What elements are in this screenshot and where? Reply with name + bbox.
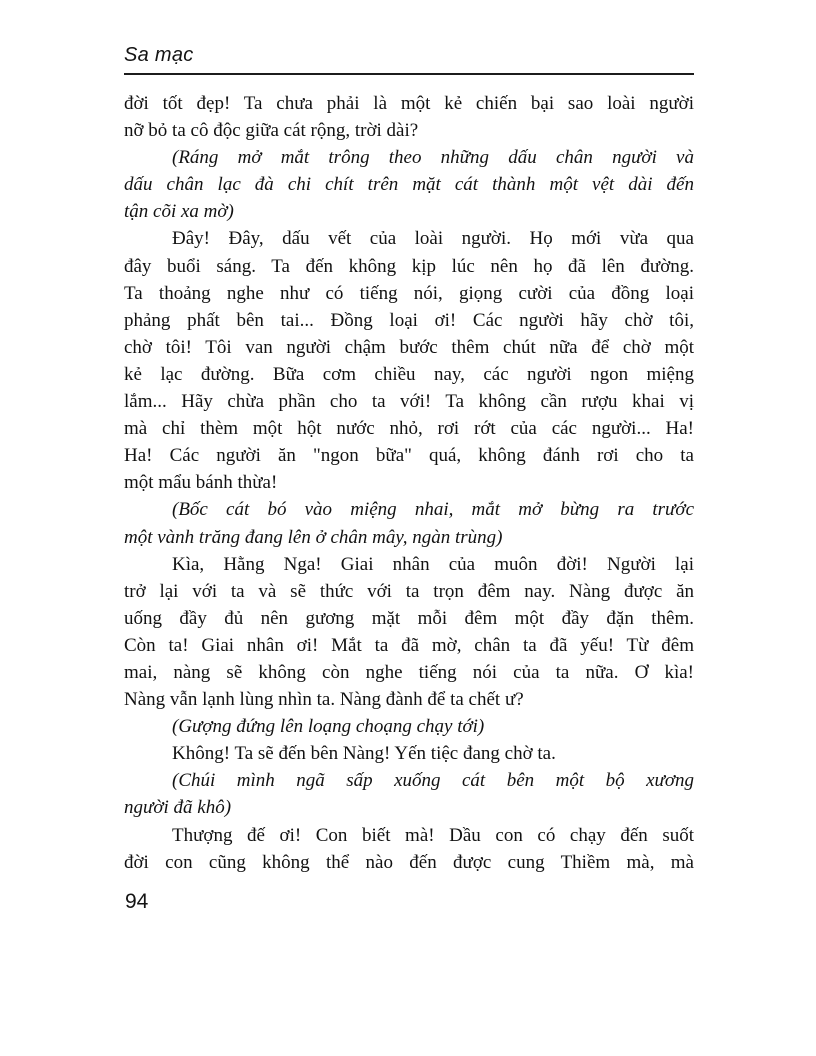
text-line: nỡ bỏ ta cô độc giữa cát rộng, trời dài? — [124, 120, 419, 142]
header-rule — [124, 73, 694, 75]
text-line: lắm... Hãy chừa phần cho ta với! Ta không cần rượu khai vị — [124, 391, 694, 413]
text-line: (Chúi mình ngã sấp xuống cát bên một bộ xương — [172, 770, 694, 792]
stage-direction-paragraph — [124, 767, 694, 821]
text-line: Nàng vẫn lạnh lùng nhìn ta. Nàng đành để ta chết ư? — [124, 689, 524, 711]
stage-direction-paragraph — [124, 713, 694, 740]
text-line: chờ tôi! Tôi van người chậm bước thêm chút nữa để chờ một — [124, 336, 694, 358]
body-text — [124, 90, 694, 876]
text-line: Không! Ta sẽ đến bên Nàng! Yến tiệc đang chờ ta. — [172, 743, 556, 765]
text-line: Còn ta! Giai nhân ơi! Mắt ta đã mờ, chân ta đã yếu! Từ đêm — [124, 634, 694, 656]
text-line: (Ráng mở mắt trông theo những dấu chân người và — [172, 147, 694, 169]
text-line: mà chỉ thèm một hột nước nhỏ, rơi rớt của các người... Ha! — [124, 418, 694, 440]
text-line: mai, nàng sẽ không còn nghe tiếng nói của ta nữa. Ơ kìa! — [124, 661, 694, 683]
running-title: Sa mạc — [124, 44, 194, 66]
page-header — [124, 44, 694, 78]
text-line: uống đầy đủ nên gương mặt mỗi đêm một đầy đặn thêm. — [124, 607, 694, 629]
stage-direction-paragraph — [124, 496, 694, 550]
text-line: đây buổi sáng. Ta đến không kịp lúc nên họ đã lên đường. — [124, 255, 694, 277]
text-line: phảng phất bên tai... Đồng loại ơi! Các người hãy chờ tôi, — [124, 309, 694, 331]
text-line: một vành trăng đang lên ở chân mây, ngàn trùng) — [124, 526, 503, 548]
text-line: người đã khô) — [124, 797, 232, 819]
text-line: trở lại với ta và sẽ thức với ta trọn đêm nay. Nàng được ăn — [124, 580, 694, 602]
text-line: Ha! Các người ăn "ngon bữa" quá, không đánh rơi cho ta — [124, 445, 694, 467]
text-line: Ta thoảng nghe như có tiếng nói, giọng cười của đồng loại — [124, 282, 694, 304]
text-line: một mẩu bánh thừa! — [124, 472, 278, 494]
paragraph — [124, 90, 694, 144]
paragraph — [124, 551, 694, 714]
text-line: (Bốc cát bó vào miệng nhai, mắt mở bừng ra trước — [172, 499, 694, 521]
paragraph — [124, 822, 694, 876]
text-line: kẻ lạc đường. Bữa cơm chiều nay, các người ngon miệng — [124, 363, 694, 385]
paragraph — [124, 225, 694, 496]
text-line: dấu chân lạc đà chi chít trên mặt cát thành một vệt dài đến — [124, 174, 694, 196]
text-line: (Gượng đứng lên loạng choạng chạy tới) — [172, 716, 485, 738]
page-number: 94 — [125, 890, 149, 913]
text-line: tận cõi xa mờ) — [124, 201, 234, 223]
text-line: đời con cũng không thể nào đến được cung Thiềm mà, mà — [124, 851, 694, 873]
text-line: Kìa, Hằng Nga! Giai nhân của muôn đời! Người lại — [172, 553, 694, 575]
paragraph — [124, 740, 694, 767]
text-line: Đây! Đây, dấu vết của loài người. Họ mới vừa qua — [172, 228, 694, 250]
text-line: đời tốt đẹp! Ta chưa phải là một kẻ chiến bại sao loài người — [124, 93, 694, 114]
text-line: Thượng đế ơi! Con biết mà! Dầu con có chạy đến suốt — [172, 824, 694, 846]
stage-direction-paragraph — [124, 144, 694, 225]
